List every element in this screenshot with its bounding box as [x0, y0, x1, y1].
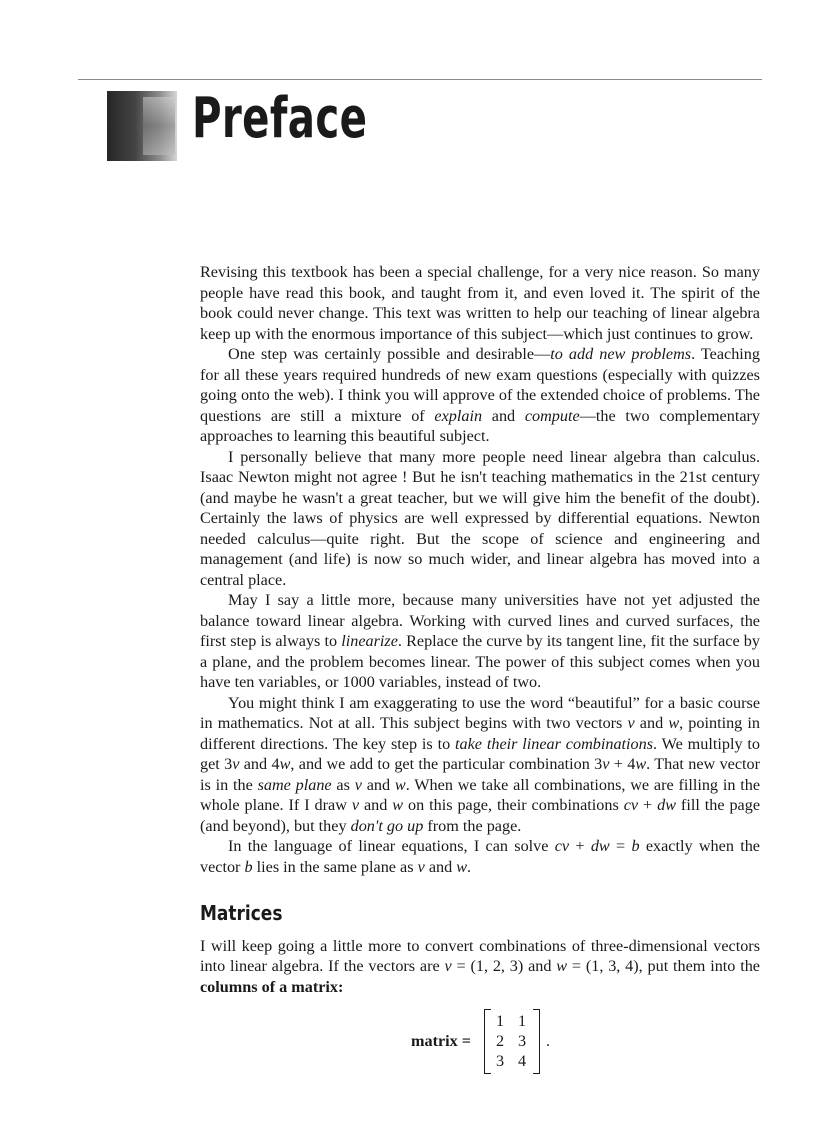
text-run: as [331, 775, 355, 794]
equation-period: . [546, 1032, 551, 1050]
emphasis: w [456, 857, 468, 876]
text-run: = [609, 837, 632, 855]
matrix-cell: 3 [495, 1052, 505, 1070]
text-run: and [482, 406, 525, 425]
text-run: . Replace the curve by its tangent line, fit the surface by a plane, and the problem becomes linear. The power of this subject comes when you have ten variables, or 1000 variables, instead of two. [200, 632, 760, 691]
emphasis: dw [590, 837, 610, 855]
matrix-cell: 4 [517, 1052, 527, 1070]
equation-label: matrix = [411, 1032, 472, 1050]
emphasis: v [444, 957, 452, 975]
emphasis: v [417, 857, 425, 876]
emphasis: cv [554, 837, 570, 855]
emphasis: b [631, 837, 640, 855]
text-run: Revising this textbook has been a special challenge, for a very nice reason. So many people have read this book, and taught from it, and even loved it. The spirit of the book could never change. This text was written to help our teaching of linear algebra keep up with the enormous importance of this subject—which just continues to grow. [200, 263, 760, 343]
emphasis: w [556, 957, 568, 975]
emphasis: explain [434, 406, 483, 425]
text-run: , pointing in different directions. The key step is to [200, 714, 760, 753]
text-run: lies in the same plane as [252, 857, 418, 876]
text-run: and [424, 857, 457, 876]
emphasis: w [392, 796, 404, 814]
text-run: One step was certainly possible and desirable— [228, 345, 551, 363]
matrix-cell: 1 [495, 1012, 505, 1030]
section-heading: Matrices [200, 901, 283, 925]
text-run: = (1, 2, 3) and [451, 957, 557, 975]
emphasis: v [351, 796, 360, 814]
matrix-cell: 3 [517, 1032, 527, 1050]
text-run: , and we add to get the particular combination 3 [290, 755, 603, 773]
text-run: . When we take all combinations, we are filling in the whole plane. If I draw [200, 775, 760, 814]
text-run: and [359, 796, 393, 814]
emphasis: w [394, 775, 406, 794]
matrix [484, 1009, 540, 1072]
matrix-cell: 1 [517, 1012, 527, 1030]
emphasis: compute [524, 406, 580, 425]
emphasis: to add new problems [550, 345, 692, 363]
paragraph [200, 590, 760, 693]
text-run: + 4 [609, 755, 636, 773]
text-run: I personally believe that many more people need linear algebra than calculus. Isaac Newton might not agree ! But he isn't teaching mathematics in the 21st century (and maybe he wasn't a great teacher, but we will give him the benefit of the doubt). Certainly the laws of physics are well expressed by differential equations. Newton needed calculus—quite right. But the scope of science and engineering and management (and life) is now so much wider, and linear algebra has moved into a central place. [200, 447, 760, 589]
chapter-marker-block [107, 91, 177, 161]
text-run: You might think I am exaggerating to use the word “beautiful” for a basic course in mathematics. Not at all. This subject begins with two vectors [200, 693, 760, 732]
text-run: and 4 [239, 755, 280, 773]
text-run: . We multiply to get 3 [200, 734, 760, 773]
text-run: and [361, 775, 395, 794]
text-run: —the two complementary approaches to learning this beautiful subject. [200, 406, 760, 445]
body-text [200, 262, 760, 1075]
paragraph [200, 836, 760, 877]
text-run: = (1, 3, 4), put them into the [567, 957, 760, 975]
emphasis: cv [623, 796, 639, 814]
text-run: fill the page (and beyond), but they [200, 796, 760, 835]
emphasis: v [602, 755, 610, 773]
matrix-equation [200, 1005, 760, 1075]
emphasis: b [244, 857, 253, 876]
emphasis: same plane [257, 775, 332, 794]
emphasis: w [635, 755, 647, 773]
text-run: . [467, 857, 472, 876]
text-run: May I say a little more, because many universities have not yet adjusted the balance toward linear algebra. Working with curved lines and curved surfaces, the first step is always to [200, 591, 760, 650]
text-run: and [634, 714, 669, 732]
left-bracket [484, 1009, 491, 1074]
paragraph [200, 447, 760, 591]
right-bracket [533, 1009, 540, 1074]
paragraph [200, 693, 760, 837]
emphasis: v [627, 714, 635, 732]
text-run: from the page. [423, 816, 522, 835]
matrix-cell: 2 [495, 1032, 505, 1050]
text-run: . That new vector is in the [200, 755, 761, 794]
emphasis: v [232, 755, 240, 773]
paragraph [200, 262, 760, 344]
text-run: . Teaching for all these years required hundreds of new exam questions (especially with quizzes going onto the web). I think you will approve of the extended choice of problems. The questions are still a mixture of [200, 345, 760, 425]
text-run: on this page, their combinations [403, 796, 624, 814]
chapter-title: Preface [192, 86, 368, 151]
emphasis: w [668, 714, 680, 732]
emphasis: don't go up [350, 816, 424, 835]
emphasis: w [279, 755, 291, 773]
text-run: I will keep going a little more to convert combinations of three-dimensional vectors into linear algebra. If the vectors are [200, 936, 760, 975]
text-run: In the language of linear equations, I can solve [228, 837, 555, 855]
emphasis: take their linear combinations [455, 734, 654, 753]
text-run: + [638, 796, 658, 814]
paragraph [200, 344, 760, 447]
emphasis: v [354, 775, 362, 794]
strong-text: columns of a matrix: [200, 977, 344, 996]
emphasis: dw [657, 796, 676, 814]
paragraph [200, 936, 760, 998]
emphasis: linearize [341, 632, 398, 650]
header-rule [78, 79, 762, 80]
text-run: + [569, 837, 591, 855]
text-run: exactly when the vector [200, 837, 760, 876]
